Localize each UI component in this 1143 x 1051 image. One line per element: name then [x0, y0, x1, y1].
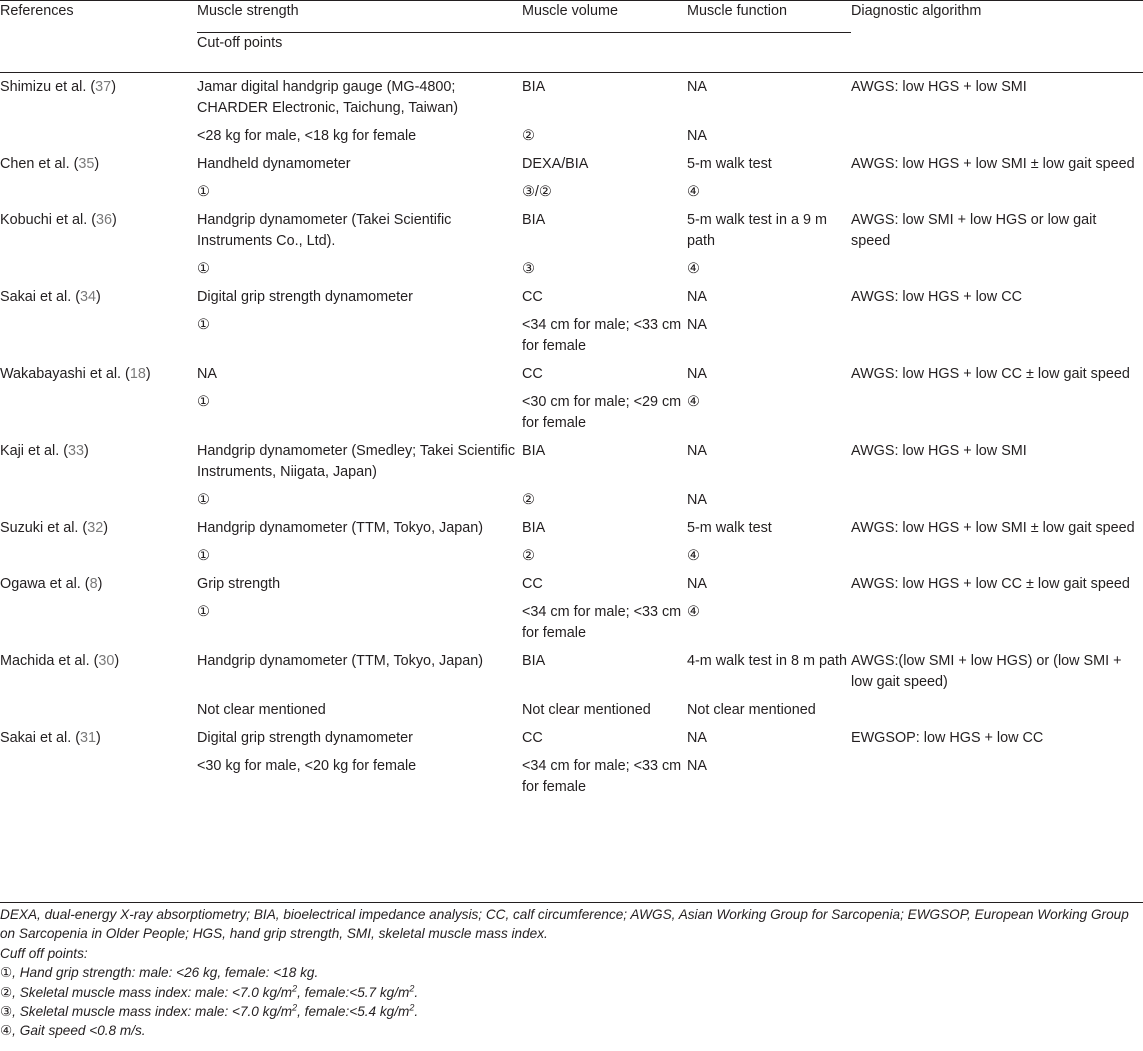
cell-muscle-strength: Handgrip dynamometer (TTM, Tokyo, Japan)	[197, 653, 484, 669]
citation-link[interactable]: 36	[96, 212, 113, 228]
reference-close: )	[97, 576, 103, 592]
cell-reference	[0, 283, 197, 311]
cell-diagnostic-algorithm: AWGS: low HGS + low SMI ± low gait speed	[851, 520, 1135, 536]
table-row	[0, 150, 1143, 178]
cell-empty	[851, 752, 1143, 801]
table-row	[0, 283, 1143, 311]
cell-muscle-volume: BIA	[522, 520, 546, 536]
table-row-cutoff	[0, 486, 1143, 514]
cell-diagnostic-algorithm: AWGS: low HGS + low SMI	[851, 443, 1027, 459]
cell-cutoff-strength: ①	[197, 492, 210, 508]
cell-cutoff-function: NA	[687, 317, 707, 333]
cell-empty	[0, 542, 197, 570]
cell-reference	[0, 570, 197, 598]
cell-empty	[0, 255, 197, 283]
cell-cutoff-volume: <34 cm for male; <33 cm for female	[522, 758, 682, 795]
citation-link[interactable]: 8	[89, 576, 98, 592]
cell-empty	[0, 696, 197, 724]
reference-close: )	[84, 443, 89, 459]
cell-muscle-function: NA	[687, 366, 707, 382]
cell-empty	[0, 122, 197, 150]
citation-link[interactable]: 37	[95, 79, 112, 95]
reference-close: )	[103, 520, 108, 536]
citation-link[interactable]: 30	[98, 653, 115, 669]
cell-empty	[851, 122, 1143, 150]
cell-muscle-strength: Digital grip strength dynamometer	[197, 730, 413, 746]
table-footnotes	[0, 902, 1143, 1041]
cell-cutoff-function: Not clear mentioned	[687, 702, 816, 718]
citation-link[interactable]: 32	[87, 520, 104, 536]
cell-reference	[0, 647, 197, 696]
header-spacer	[0, 33, 197, 73]
cell-cutoff-volume: ②	[522, 492, 535, 508]
table-row-cutoff	[0, 598, 1143, 647]
cell-cutoff-volume: Not clear mentioned	[522, 702, 651, 718]
table-row-cutoff	[0, 178, 1143, 206]
table-row	[0, 570, 1143, 598]
cell-muscle-strength: Digital grip strength dynamometer	[197, 289, 413, 305]
cell-cutoff-strength: <30 kg for male, <20 kg for female	[197, 758, 417, 774]
reference-close: )	[145, 366, 151, 382]
table-row	[0, 647, 1143, 696]
cell-cutoff-function: ④	[687, 261, 700, 277]
reference-author: Wakabayashi et al. (	[0, 366, 130, 382]
cell-empty	[851, 311, 1143, 360]
table-body	[0, 73, 1143, 802]
reference-close: )	[96, 289, 101, 305]
cell-cutoff-strength: <28 kg for male, <18 kg for female	[197, 128, 417, 144]
cell-reference	[0, 73, 197, 123]
cell-cutoff-function: NA	[687, 128, 707, 144]
cell-diagnostic-algorithm: AWGS: low SMI + low HGS or low gait speed	[851, 212, 1097, 249]
table-row	[0, 206, 1143, 255]
cell-muscle-volume: CC	[522, 366, 543, 382]
header-muscle-volume: Muscle volume	[522, 1, 687, 33]
cell-muscle-strength: Handgrip dynamometer (Smedley; Takei Scientific Instruments, Niigata, Japan)	[197, 443, 516, 480]
header-diagnostic-algorithm: Diagnostic algorithm	[851, 1, 1143, 33]
cell-diagnostic-algorithm: AWGS: low HGS + low CC ± low gait speed	[851, 366, 1130, 382]
reference-author: Sakai et al. (	[0, 730, 80, 746]
cell-muscle-strength: Handgrip dynamometer (TTM, Tokyo, Japan)	[197, 520, 484, 536]
citation-link[interactable]: 35	[78, 156, 95, 172]
cell-empty	[0, 388, 197, 437]
cell-muscle-strength: Grip strength	[197, 576, 281, 592]
reference-author: Chen et al. (	[0, 156, 79, 172]
cell-muscle-strength: Jamar digital handgrip gauge (MG-4800; CHARDER Electronic, Taichung, Taiwan)	[197, 79, 459, 116]
footnote-note3: ③, Skeletal muscle mass index: male: <7.0 $kg/m^2$, female:<5.4 $kg/m^2$.	[0, 1002, 419, 1020]
cell-cutoff-volume: <30 cm for male; <29 cm for female	[522, 394, 682, 431]
table-row	[0, 360, 1143, 388]
cell-reference	[0, 437, 197, 486]
cell-muscle-volume: CC	[522, 289, 543, 305]
cell-cutoff-function: ④	[687, 394, 700, 410]
cell-empty	[0, 486, 197, 514]
reference-author: Machida et al. (	[0, 653, 99, 669]
reference-author: Kaji et al. (	[0, 443, 68, 459]
footnote-note4: ④, Gait speed <0.8 m/s.	[0, 1023, 146, 1039]
cell-cutoff-function: ④	[687, 604, 700, 620]
cell-muscle-function: NA	[687, 576, 707, 592]
citation-link[interactable]: 33	[67, 443, 84, 459]
header-spacer	[851, 33, 1143, 73]
cell-diagnostic-algorithm: AWGS: low HGS + low SMI ± low gait speed	[851, 156, 1135, 172]
cell-muscle-volume: BIA	[522, 443, 546, 459]
citation-link[interactable]: 18	[129, 366, 146, 382]
cell-empty	[0, 752, 197, 801]
cell-empty	[851, 542, 1143, 570]
cell-muscle-volume: DEXA/BIA	[522, 156, 589, 172]
cell-empty	[0, 178, 197, 206]
table-row-cutoff	[0, 255, 1143, 283]
table-row	[0, 437, 1143, 486]
cell-muscle-function: NA	[687, 730, 707, 746]
header-muscle-function: Muscle function	[687, 1, 851, 33]
cell-cutoff-volume: <34 cm for male; <33 cm for female	[522, 317, 682, 354]
cell-empty	[851, 178, 1143, 206]
table-row-cutoff	[0, 752, 1143, 801]
cell-cutoff-volume: ②	[522, 548, 535, 564]
table-row	[0, 73, 1143, 123]
cell-cutoff-volume: ②	[522, 128, 535, 144]
cell-diagnostic-algorithm: AWGS: low HGS + low SMI	[851, 79, 1027, 95]
citation-link[interactable]: 31	[80, 730, 97, 746]
reference-close: )	[111, 79, 116, 95]
citation-link[interactable]: 34	[80, 289, 97, 305]
cell-muscle-function: NA	[687, 443, 707, 459]
cell-cutoff-volume: <34 cm for male; <33 cm for female	[522, 604, 682, 641]
footnote-cutoff-title: Cuff off points:	[0, 945, 88, 961]
cell-diagnostic-algorithm: AWGS: low HGS + low CC	[851, 289, 1022, 305]
reference-close: )	[112, 212, 117, 228]
cell-diagnostic-algorithm: EWGSOP: low HGS + low CC	[851, 730, 1044, 746]
cell-cutoff-strength: ①	[197, 184, 210, 200]
footnote-abbreviations: DEXA, dual-energy X-ray absorptiometry; BIA, bioelectrical impedance analysis; CC, calf circumference; AWGS, Asian Working Group for Sarcopenia; EWGSOP, European Working Group on Sarcopenia in Older People; HGS, hand grip strength, SMI, skeletal muscle mass index.	[0, 907, 1129, 942]
reference-close: )	[96, 730, 101, 746]
table-row-cutoff	[0, 696, 1143, 724]
cell-muscle-function: NA	[687, 289, 707, 305]
cell-empty	[851, 388, 1143, 437]
table-row	[0, 514, 1143, 542]
cell-muscle-volume: CC	[522, 730, 543, 746]
header-muscle-strength: Muscle strength	[197, 1, 522, 33]
reference-close: )	[114, 653, 120, 669]
cell-muscle-function: 5-m walk test	[687, 520, 772, 536]
cell-cutoff-strength: ①	[197, 317, 210, 333]
cell-muscle-volume: BIA	[522, 212, 546, 228]
cell-muscle-function: 4-m walk test in 8 m path	[687, 653, 847, 669]
cell-cutoff-function: ④	[687, 548, 700, 564]
table-row	[0, 724, 1143, 752]
cell-cutoff-strength: ①	[197, 604, 210, 620]
table-row-cutoff	[0, 311, 1143, 360]
cell-cutoff-strength: ①	[197, 394, 210, 410]
cell-cutoff-function: ④	[687, 184, 700, 200]
cell-cutoff-strength: Not clear mentioned	[197, 702, 326, 718]
header-references: References	[0, 1, 197, 33]
cell-cutoff-function: NA	[687, 492, 707, 508]
cell-empty	[0, 311, 197, 360]
cell-diagnostic-algorithm: AWGS:(low SMI + low HGS) or (low SMI + low gait speed)	[851, 653, 1122, 690]
reference-author: Kobuchi et al. (	[0, 212, 96, 228]
cell-empty	[851, 486, 1143, 514]
cell-muscle-volume: BIA	[522, 653, 546, 669]
cell-reference	[0, 724, 197, 752]
cell-reference	[0, 360, 197, 388]
cell-empty	[0, 598, 197, 647]
cell-cutoff-strength: ①	[197, 548, 210, 564]
cell-muscle-volume: BIA	[522, 79, 546, 95]
cell-muscle-function: NA	[687, 79, 707, 95]
header-cutoff-points: Cut-off points	[197, 33, 851, 73]
cell-empty	[851, 696, 1143, 724]
cell-reference	[0, 514, 197, 542]
cell-muscle-strength: Handheld dynamometer	[197, 156, 351, 172]
cell-empty	[851, 255, 1143, 283]
cell-cutoff-function: NA	[687, 758, 707, 774]
cell-cutoff-volume: ③	[522, 261, 535, 277]
footnote-note1: ①, Hand grip strength: male: <26 kg, female: <18 kg.	[0, 965, 319, 981]
cell-muscle-strength: Handgrip dynamometer (Takei Scientific Instruments Co., Ltd).	[197, 212, 452, 249]
cell-muscle-function: 5-m walk test in a 9 m path	[687, 212, 827, 249]
cell-cutoff-volume: ③/②	[522, 184, 552, 200]
cell-muscle-function: 5-m walk test	[687, 156, 772, 172]
table-row-cutoff	[0, 388, 1143, 437]
reference-close: )	[94, 156, 100, 172]
reference-author: Ogawa et al. (	[0, 576, 90, 592]
cell-diagnostic-algorithm: AWGS: low HGS + low CC ± low gait speed	[851, 576, 1130, 592]
cell-reference	[0, 206, 197, 255]
cell-muscle-strength: NA	[197, 366, 217, 382]
table-row-cutoff	[0, 542, 1143, 570]
cell-reference	[0, 150, 197, 178]
footnote-note2: ②, Skeletal muscle mass index: male: <7.0 $kg/m^2$, female:<5.7 $kg/m^2$.	[0, 983, 419, 1000]
reference-author: Sakai et al. (	[0, 289, 80, 305]
reference-author: Shimizu et al. (	[0, 79, 96, 95]
cell-cutoff-strength: ①	[197, 261, 210, 277]
cell-muscle-volume: CC	[522, 576, 543, 592]
cell-empty	[851, 598, 1143, 647]
table-row-cutoff	[0, 122, 1143, 150]
reference-author: Suzuki et al. (	[0, 520, 88, 536]
